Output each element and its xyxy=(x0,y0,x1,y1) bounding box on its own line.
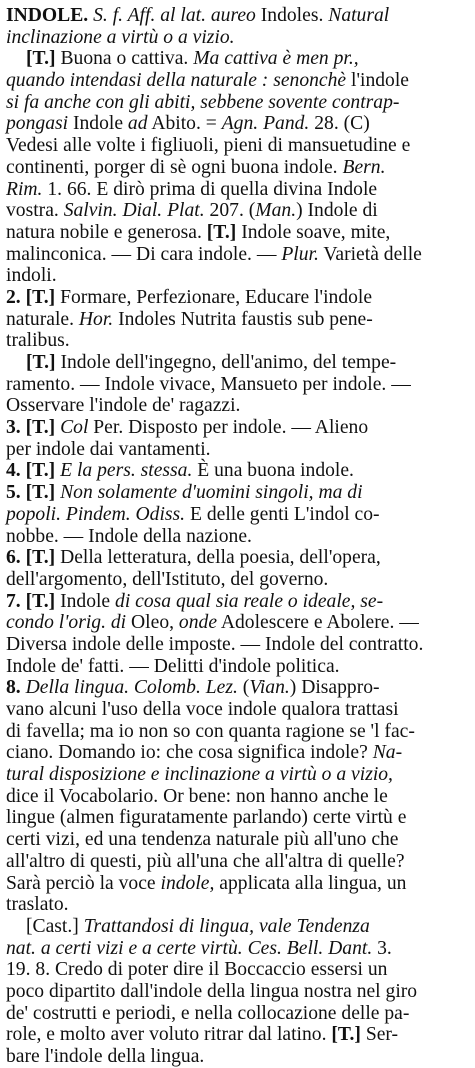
text-line xyxy=(6,504,470,526)
italic-text: E la pers. stessa. xyxy=(60,460,193,482)
text-segment: ( xyxy=(237,677,250,699)
text-segment: Della letteratura, della poesia, dell'opera, xyxy=(55,547,381,569)
italic-text: Col xyxy=(60,417,89,439)
text-segment: Indole de' fatti. — Delitti d'indole politica. xyxy=(6,655,340,677)
text-line xyxy=(6,591,470,613)
text-line xyxy=(6,92,470,114)
text-segment: Indoles. xyxy=(255,5,329,26)
text-line xyxy=(6,113,470,135)
text-line xyxy=(6,70,470,92)
italic-text: di cosa qual sia reale o ideale, se- xyxy=(115,590,384,612)
text-line xyxy=(6,721,470,743)
text-line xyxy=(6,265,470,287)
text-segment: continenti, porger di sè ogni buona indole. xyxy=(6,156,343,178)
text-line xyxy=(6,439,470,461)
bold-text: 8. xyxy=(6,677,21,699)
text-line xyxy=(6,526,470,548)
bold-text: [T.] xyxy=(25,286,56,308)
bold-text: 4. xyxy=(6,460,21,482)
text-segment: 207. ( xyxy=(204,200,256,222)
text-segment: traslato. xyxy=(6,894,69,916)
italic-text: Natural xyxy=(328,5,390,26)
italic-text: Ma cattiva è men pr., xyxy=(193,48,359,70)
text-line xyxy=(6,547,470,569)
text-line xyxy=(6,981,470,1003)
text-line xyxy=(6,309,470,331)
text-segment: Indole xyxy=(55,590,116,612)
bold-text: [T.] xyxy=(25,547,56,569)
text-line xyxy=(6,395,470,417)
text-segment: ramento. — Indole vivace, Mansueto per indole. — xyxy=(6,373,411,395)
text-line xyxy=(6,417,470,439)
text-segment: tralibus. xyxy=(6,330,70,352)
text-line xyxy=(6,764,470,786)
text-segment: l'indole xyxy=(346,70,409,92)
italic-text: inclinazione a virtù o a vizio. xyxy=(6,26,235,48)
text-segment: Vedesi alle volte i figliuoli, pieni di mansuetudine e xyxy=(6,135,411,157)
text-line xyxy=(6,482,470,504)
text-segment: natura nobile e generosa. xyxy=(6,221,207,243)
bold-text: [T.] xyxy=(206,221,237,243)
bold-text: [T.] xyxy=(331,1024,361,1046)
italic-text: Della lingua. Colomb. Lez. xyxy=(25,677,238,699)
text-segment: Diversa indole delle imposte. — Indole del contratto. xyxy=(6,633,424,655)
italic-text: popoli. Pindem. Odiss. xyxy=(6,503,186,525)
italic-text: Na- xyxy=(372,742,403,764)
text-line xyxy=(6,959,470,981)
italic-text: condo l'orig. di xyxy=(6,612,127,634)
text-segment: role, e molto aver voluto ritrar dal latino. xyxy=(6,1024,332,1046)
text-segment: Oleo, xyxy=(126,612,179,634)
italic-text: Vian. xyxy=(249,677,290,699)
text-segment: applicata alla lingua, un xyxy=(214,872,407,894)
bold-text: 2. xyxy=(6,286,21,308)
text-line xyxy=(6,460,470,482)
text-segment: Sarà perciò la voce xyxy=(6,872,161,894)
text-line xyxy=(6,330,470,352)
italic-text: Hor. xyxy=(78,308,114,330)
bold-text: INDOLE. xyxy=(6,5,89,26)
italic-text: pongasi xyxy=(6,113,69,135)
text-segment: all'altro di questi, più all'una che all'altra di quelle? xyxy=(6,850,405,872)
text-segment: vostra. xyxy=(6,200,64,222)
text-line xyxy=(6,48,470,70)
italic-text: Salvin. Dial. Plat. xyxy=(63,200,205,222)
text-segment: poco dipartito dall'indole della lingua nostra nel giro xyxy=(6,980,418,1002)
text-segment: Indole xyxy=(68,113,128,135)
italic-text: indole, xyxy=(160,872,215,894)
text-segment: dell'argomento, dell'Istituto, del governo. xyxy=(6,568,329,590)
text-segment: 3. xyxy=(372,937,392,959)
text-segment: Osservare l'indole de' ragazzi. xyxy=(6,395,241,417)
bold-text: 7. xyxy=(6,590,21,612)
text-segment: ) Indole di xyxy=(296,200,378,222)
italic-text: onde xyxy=(178,612,218,634)
bold-text: [T.] xyxy=(25,417,56,439)
text-segment: 28. (C) xyxy=(309,113,370,135)
text-line xyxy=(6,287,470,309)
text-line xyxy=(6,374,470,396)
text-line xyxy=(6,1024,470,1046)
text-line xyxy=(6,352,470,374)
text-segment: certi vizi, ed una tendenza naturale più all'uno che xyxy=(6,829,399,851)
bold-text: [T.] xyxy=(25,482,56,504)
text-line xyxy=(6,222,470,244)
text-line xyxy=(6,677,470,699)
text-segment: Indole soave, mite, xyxy=(236,221,391,243)
text-line xyxy=(6,27,470,49)
text-segment: nobbe. — Indole della nazione. xyxy=(6,525,252,547)
text-segment: Indole dell'ingegno, dell'animo, del tempe- xyxy=(55,352,397,373)
bold-text: 6. xyxy=(6,547,21,569)
text-line xyxy=(6,157,470,179)
text-line xyxy=(6,829,470,851)
italic-text: nat. a certi vizi e a certe virtù. Ces. Bell. Dant. xyxy=(6,937,373,959)
text-line xyxy=(6,873,470,895)
italic-text: si fa anche con gli abiti, sebbene sovente contrap- xyxy=(6,91,400,113)
italic-text: Bern. xyxy=(342,156,386,178)
text-line xyxy=(6,699,470,721)
text-line xyxy=(6,786,470,808)
text-segment: di favella; ma io non so con quanta ragione se 'l fac- xyxy=(6,720,415,742)
text-line xyxy=(6,656,470,678)
text-line xyxy=(6,1003,470,1025)
text-segment: lingue (almen figuratamente parlando) certe virtù e xyxy=(6,807,407,829)
bold-text: [T.] xyxy=(25,590,56,612)
text-segment: Adolescere e Abolere. — xyxy=(217,612,419,634)
text-segment: Abito. = xyxy=(147,113,222,135)
text-segment: ciano. Domando io: che cosa significa indole? xyxy=(6,742,373,764)
italic-text: Trattandosi di lingua, vale Tendenza xyxy=(83,915,370,937)
text-segment: Formare, Perfezionare, Educare l'indole xyxy=(55,286,373,308)
text-line xyxy=(6,200,470,222)
italic-text: Man. xyxy=(255,200,297,222)
text-line xyxy=(6,179,470,201)
text-line xyxy=(6,5,470,27)
text-segment: bare l'indole della lingua. xyxy=(6,1046,205,1067)
text-line xyxy=(6,894,470,916)
text-line xyxy=(6,916,470,938)
bold-text: [T.] xyxy=(26,352,56,373)
text-line xyxy=(6,807,470,829)
text-line xyxy=(6,244,470,266)
text-line xyxy=(6,1046,470,1068)
text-segment: malinconica. — Di cara indole. — xyxy=(6,243,282,265)
text-segment: Ser- xyxy=(360,1024,399,1046)
bold-text: [T.] xyxy=(25,460,56,482)
text-line xyxy=(6,938,470,960)
text-segment: Buona o cattiva. xyxy=(55,48,194,70)
text-segment: naturale. xyxy=(6,308,79,330)
italic-text: S. f. Aff. al lat. aureo xyxy=(93,5,256,26)
text-line xyxy=(6,135,470,157)
text-line xyxy=(6,612,470,634)
italic-text: Non solamente d'uomini singoli, ma di xyxy=(60,482,363,504)
italic-text: Rim. xyxy=(6,178,43,200)
bold-text: [T.] xyxy=(26,48,56,70)
italic-text: ad xyxy=(127,113,148,135)
text-segment: Per. Disposto per indole. — Alieno xyxy=(88,417,369,439)
text-segment: E delle genti L'indol co- xyxy=(185,503,380,525)
italic-text: Agn. Pand. xyxy=(221,113,310,135)
text-segment: dice il Vocabolario. Or bene: non hanno anche le xyxy=(6,785,388,807)
text-segment: indoli. xyxy=(6,265,57,287)
text-segment: [Cast.] xyxy=(26,915,84,937)
text-segment: Indoles Nutrita faustis sub pene- xyxy=(113,308,373,330)
text-segment: per indole dai vantamenti. xyxy=(6,438,211,460)
text-line xyxy=(6,634,470,656)
text-segment: de' costrutti e periodi, e nella collocazione delle pa- xyxy=(6,1002,410,1024)
bold-text: 3. xyxy=(6,417,21,439)
text-segment: Varietà delle xyxy=(318,243,422,265)
text-segment: ) Disappro- xyxy=(289,677,380,699)
text-line xyxy=(6,569,470,591)
text-segment: 1. 66. E dirò prima di quella divina Indole xyxy=(42,178,378,200)
italic-text: quando intendasi della naturale : senonchè xyxy=(6,70,347,92)
italic-text: Plur. xyxy=(281,243,319,265)
text-segment: vano alcuni l'uso della voce indole qualora trattasi xyxy=(6,699,399,720)
text-line xyxy=(6,742,470,764)
text-segment: È una buona indole. xyxy=(192,460,354,482)
text-line xyxy=(6,851,470,873)
text-segment: 19. 8. Credo di poter dire il Boccaccio essersi un xyxy=(6,959,388,981)
italic-text: tural disposizione e inclinazione a virtù o a vizio, xyxy=(6,764,393,786)
bold-text: 5. xyxy=(6,482,21,504)
